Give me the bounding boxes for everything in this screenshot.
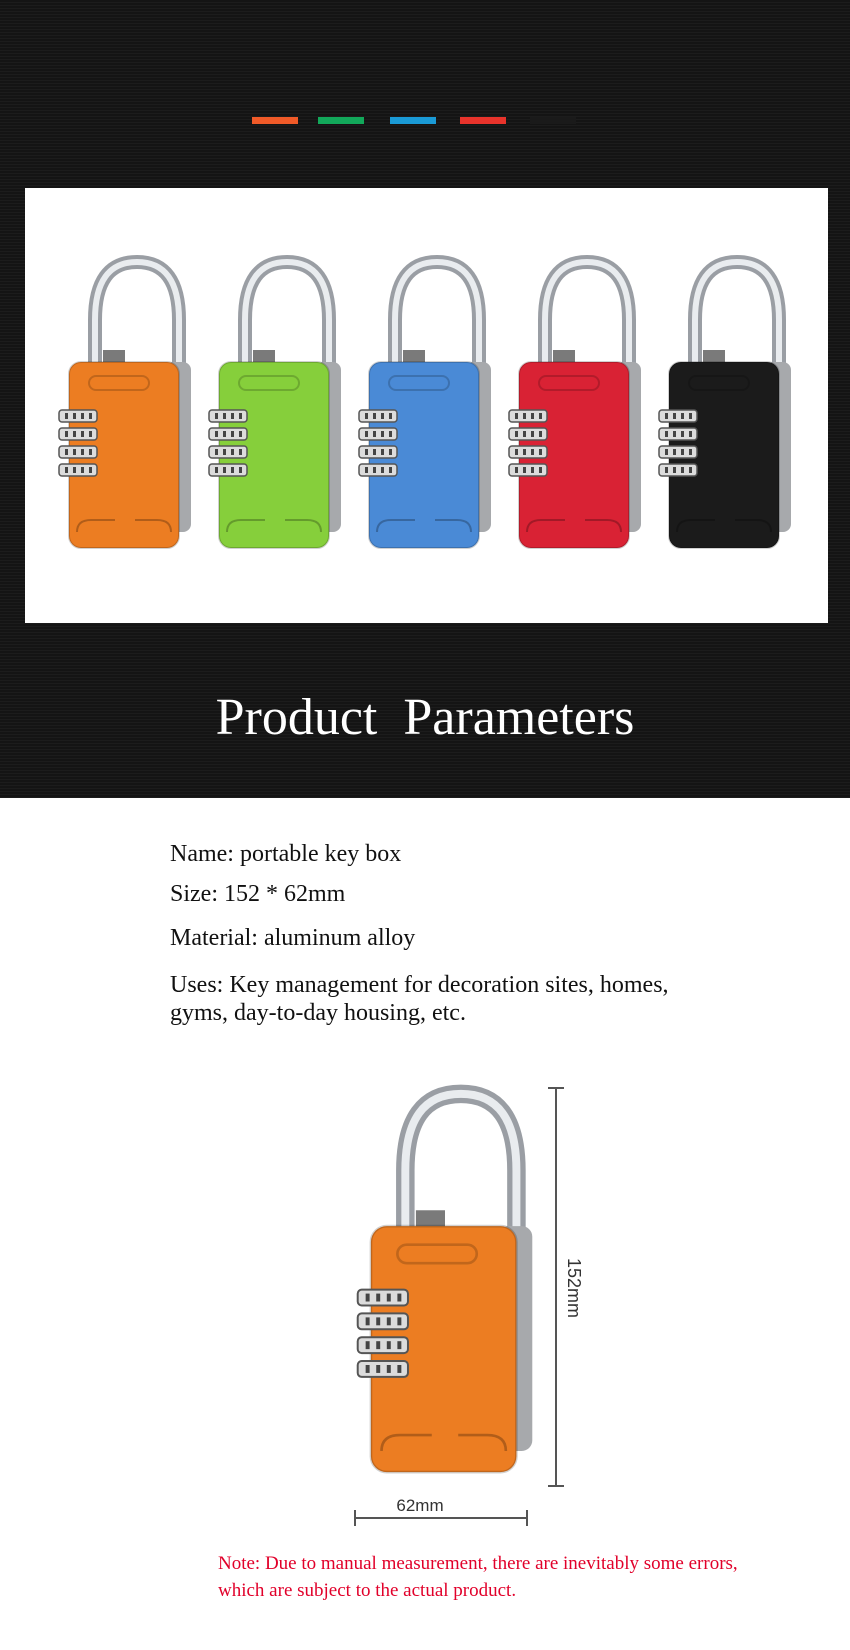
orange-lock [55, 250, 195, 565]
orange-swatch [252, 117, 298, 124]
dimension-diagram [320, 1078, 620, 1543]
spec-material: Material: aluminum alloy [170, 925, 416, 951]
spec-uses [170, 971, 669, 1027]
red-swatch [460, 117, 506, 124]
measurement-note [218, 1550, 818, 1604]
height-label: 152mm [564, 1257, 584, 1319]
blue-lock [355, 250, 495, 565]
diagram-lock-image [350, 1078, 550, 1493]
spec-size: Size: 152 * 62mm [170, 881, 346, 907]
note-line1: Note: Due to manual measurement, there are inevitably some errors, [218, 1553, 738, 1574]
hero-banner [0, 0, 850, 798]
black-swatch [530, 117, 576, 124]
red-lock [505, 250, 645, 565]
green-lock [205, 250, 345, 565]
green-swatch [318, 117, 364, 124]
product-photo [25, 188, 828, 623]
blue-swatch [390, 117, 436, 124]
black-lock [655, 250, 795, 565]
width-label: 62mm [396, 1496, 444, 1515]
section-heading: Product Parameters [215, 689, 635, 746]
dimension-diagram-svg [320, 1078, 620, 1538]
spec-uses-line2: gyms, day-to-day housing, etc. [170, 1000, 466, 1026]
spec-uses-line1: Uses: Key management for decoration sites, homes, [170, 972, 669, 998]
spec-name: Name: portable key box [170, 841, 402, 867]
note-line2: which are subject to the actual product. [218, 1580, 517, 1601]
